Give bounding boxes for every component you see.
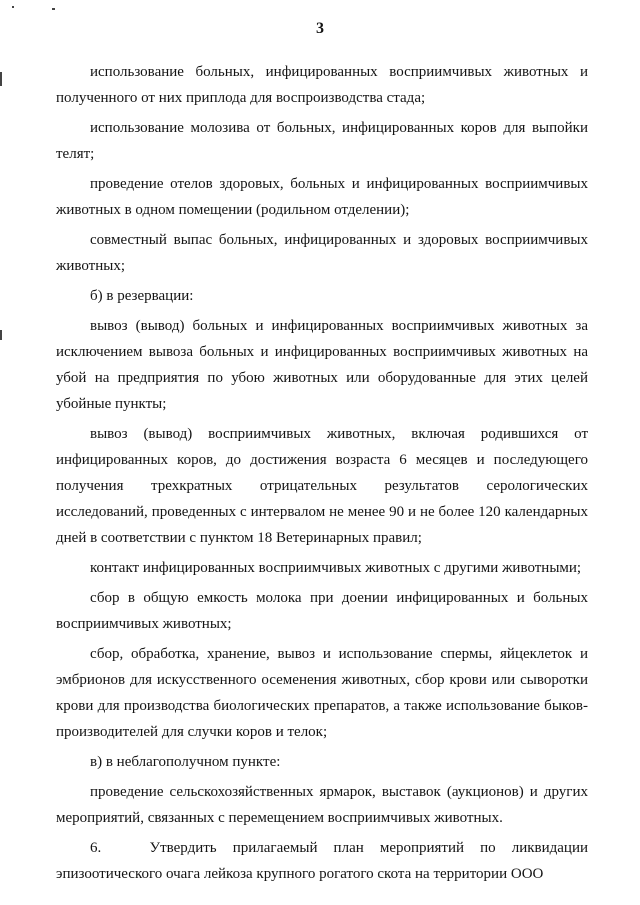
paragraph: сбор, обработка, хранение, вывоз и использование спермы, яйцеклеток и эмбрионов для искусственного осеменения животных, сбор крови или сыворотки крови для производства биологических препаратов, а также использование быков-производителей для случки коров и телок; (56, 646, 588, 740)
paragraph: использование больных, инфицированных восприимчивых животных и полученного от них приплода для воспроизводства стада; (56, 64, 588, 106)
paragraph: контакт инфицированных восприимчивых животных с другими животными; (90, 560, 582, 576)
paragraph: проведение сельскохозяйственных ярмарок, выставок (аукционов) и других мероприятий, связанных с перемещением восприимчивых животных. (56, 784, 588, 826)
section-heading: в) в неблагополучном пункте: (90, 754, 281, 770)
scan-mark (12, 6, 14, 8)
scan-mark (52, 8, 55, 10)
page-number: 3 (316, 20, 324, 37)
paragraph: вывоз (вывод) восприимчивых животных, включая родившихся от инфицированных коров, до достижения возраста 6 месяцев и последующего получения трехкратных отрицательных результатов серологических исследований, проведенных с интервалом не менее 90 и не более 120 календарных дней в соответствии с пунктом 18 Ветеринарных правил; (56, 426, 588, 546)
document-body (56, 59, 588, 891)
paragraph: совместный выпас больных, инфицированных и здоровых восприимчивых животных; (56, 232, 588, 274)
numbered-item: 6. Утвердить прилагаемый план мероприятий по ликвидации эпизоотического очага лейкоза крупного рогатого скота на территории ООО (56, 840, 588, 882)
scan-mark (0, 330, 2, 340)
paragraph: вывоз (вывод) больных и инфицированных восприимчивых животных за исключением вывоза больных и инфицированных восприимчивых животных на убой на предприятия по убою животных или оборудованные для этих целей убойные пункты; (56, 318, 588, 412)
scan-mark (0, 72, 2, 86)
paragraph: сбор в общую емкость молока при доении инфицированных и больных восприимчивых животных; (56, 590, 588, 632)
paragraph: проведение отелов здоровых, больных и инфицированных восприимчивых животных в одном помещении (родильном отделении); (56, 176, 588, 218)
section-heading: б) в резервации: (90, 288, 194, 304)
paragraph: использование молозива от больных, инфицированных коров для выпойки телят; (56, 120, 588, 162)
